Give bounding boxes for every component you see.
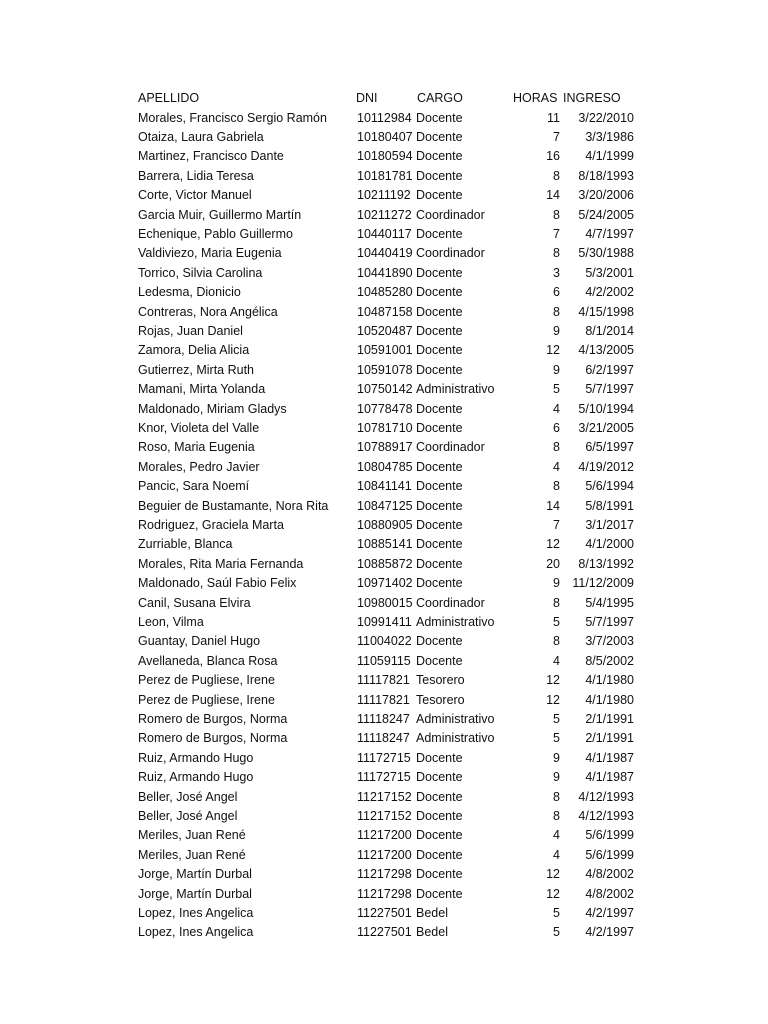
cell-dni: 10180407: [357, 129, 413, 144]
table-row: [0, 244, 768, 263]
table-row: [0, 225, 768, 244]
cell-apellido: Meriles, Juan René: [138, 847, 246, 862]
table-row: [0, 400, 768, 419]
cell-cargo: Docente: [416, 867, 463, 882]
cell-horas: 12: [546, 886, 560, 901]
cell-apellido: Perez de Pugliese, Irene: [138, 673, 275, 688]
cell-cargo: Docente: [416, 517, 463, 532]
cell-horas: 12: [546, 692, 560, 707]
cell-ingreso: 4/2/2002: [585, 285, 634, 300]
cell-ingreso: 4/8/2002: [585, 886, 634, 901]
cell-horas: 5: [553, 731, 560, 746]
cell-horas: 14: [546, 188, 560, 203]
cell-ingreso: 3/3/1986: [585, 129, 634, 144]
cell-dni: 11117821: [357, 673, 410, 688]
table-row: [0, 535, 768, 554]
cell-horas: 9: [553, 362, 560, 377]
cell-ingreso: 2/1/1991: [585, 731, 634, 746]
cell-apellido: Ruiz, Armando Hugo: [138, 770, 254, 785]
cell-ingreso: 11/12/2009: [572, 576, 634, 591]
table-header: [0, 89, 768, 108]
cell-apellido: Corte, Victor Manuel: [138, 188, 252, 203]
cell-apellido: Morales, Pedro Javier: [138, 459, 260, 474]
cell-dni: 10971402: [357, 576, 413, 591]
table-row: [0, 438, 768, 457]
cell-cargo: Docente: [416, 323, 463, 338]
cell-ingreso: 5/10/1994: [578, 401, 634, 416]
cell-dni: 10591001: [357, 343, 413, 358]
cell-horas: 8: [553, 634, 560, 649]
cell-dni: 11118247: [357, 711, 410, 726]
cell-cargo: Docente: [416, 188, 463, 203]
cell-cargo: Administrativo: [416, 731, 495, 746]
cell-cargo: Docente: [416, 808, 463, 823]
cell-apellido: Otaiza, Laura Gabriela: [138, 129, 264, 144]
cell-horas: 8: [553, 207, 560, 222]
cell-dni: 11217200: [357, 828, 412, 843]
cell-dni: 11059115: [357, 653, 411, 668]
cell-ingreso: 8/18/1993: [578, 168, 634, 183]
header-dni: DNI: [356, 91, 378, 105]
table-row: [0, 283, 768, 302]
table-row: [0, 264, 768, 283]
cell-horas: 4: [553, 828, 560, 843]
table-row: [0, 826, 768, 845]
cell-apellido: Perez de Pugliese, Irene: [138, 692, 275, 707]
cell-apellido: Gutierrez, Mirta Ruth: [138, 362, 255, 377]
cell-dni: 10487158: [357, 304, 413, 319]
cell-dni: 10841141: [357, 479, 412, 494]
cell-ingreso: 6/5/1997: [585, 440, 634, 455]
cell-cargo: Docente: [416, 401, 463, 416]
cell-apellido: Meriles, Juan René: [138, 828, 246, 843]
cell-apellido: Garcia Muir, Guillermo Martín: [138, 207, 302, 222]
cell-cargo: Coordinador: [416, 246, 485, 261]
cell-cargo: Docente: [416, 304, 463, 319]
cell-dni: 11217152: [357, 789, 412, 804]
cell-dni: 10440419: [357, 246, 413, 261]
cell-cargo: Docente: [416, 168, 463, 183]
cell-cargo: Docente: [416, 362, 463, 377]
cell-apellido: Rodriguez, Graciela Marta: [138, 517, 284, 532]
cell-dni: 11172715: [357, 750, 411, 765]
cell-dni: 10211272: [357, 207, 412, 222]
cell-apellido: Romero de Burgos, Norma: [138, 711, 288, 726]
table-row: [0, 497, 768, 516]
cell-ingreso: 8/1/2014: [585, 323, 634, 338]
cell-cargo: Docente: [416, 149, 463, 164]
cell-horas: 5: [553, 905, 560, 920]
table-row: [0, 380, 768, 399]
table-row: [0, 807, 768, 826]
table-row: [0, 574, 768, 593]
cell-cargo: Tesorero: [416, 692, 465, 707]
cell-cargo: Docente: [416, 556, 463, 571]
cell-horas: 6: [553, 285, 560, 300]
cell-apellido: Leon, Vilma: [138, 614, 204, 629]
cell-horas: 8: [553, 168, 560, 183]
cell-apellido: Beller, José Angel: [138, 808, 238, 823]
cell-cargo: Coordinador: [416, 207, 485, 222]
cell-dni: 11117821: [357, 692, 410, 707]
cell-horas: 12: [546, 537, 560, 552]
cell-ingreso: 4/12/1993: [578, 789, 634, 804]
cell-ingreso: 5/7/1997: [585, 614, 634, 629]
cell-apellido: Barrera, Lidia Teresa: [138, 168, 254, 183]
cell-ingreso: 4/1/1999: [585, 149, 634, 164]
cell-horas: 9: [553, 323, 560, 338]
cell-horas: 20: [546, 556, 560, 571]
cell-dni: 10181781: [357, 168, 413, 183]
table-row: [0, 128, 768, 147]
cell-cargo: Docente: [416, 847, 463, 862]
cell-dni: 10591078: [357, 362, 413, 377]
cell-ingreso: 5/4/1995: [585, 595, 634, 610]
cell-dni: 10112984: [357, 110, 412, 125]
cell-cargo: Docente: [416, 285, 463, 300]
cell-dni: 10991411: [357, 614, 412, 629]
cell-ingreso: 4/12/1993: [578, 808, 634, 823]
cell-dni: 11004022: [357, 634, 412, 649]
cell-horas: 12: [546, 343, 560, 358]
cell-apellido: Ruiz, Armando Hugo: [138, 750, 254, 765]
cell-horas: 5: [553, 711, 560, 726]
cell-ingreso: 3/7/2003: [585, 634, 634, 649]
table-row: [0, 167, 768, 186]
cell-ingreso: 3/20/2006: [578, 188, 634, 203]
cell-dni: 11217200: [357, 847, 412, 862]
cell-ingreso: 4/19/2012: [578, 459, 634, 474]
cell-cargo: Docente: [416, 750, 463, 765]
table-row: [0, 710, 768, 729]
cell-dni: 11217152: [357, 808, 412, 823]
cell-cargo: Docente: [416, 537, 463, 552]
cell-horas: 3: [553, 265, 560, 280]
cell-ingreso: 5/30/1988: [578, 246, 634, 261]
cell-horas: 12: [546, 867, 560, 882]
cell-ingreso: 3/22/2010: [578, 110, 634, 125]
cell-dni: 10980015: [357, 595, 413, 610]
cell-horas: 9: [553, 750, 560, 765]
table-row: [0, 303, 768, 322]
cell-cargo: Bedel: [416, 905, 448, 920]
cell-apellido: Pancic, Sara Noemí: [138, 479, 250, 494]
cell-apellido: Rojas, Juan Daniel: [138, 323, 243, 338]
cell-horas: 4: [553, 653, 560, 668]
cell-horas: 6: [553, 420, 560, 435]
cell-ingreso: 4/1/1980: [585, 692, 634, 707]
cell-ingreso: 3/1/2017: [585, 517, 634, 532]
table-row: [0, 186, 768, 205]
table-row: [0, 788, 768, 807]
cell-ingreso: 5/3/2001: [585, 265, 634, 280]
table-row: [0, 555, 768, 574]
table-row: [0, 206, 768, 225]
cell-ingreso: 6/2/1997: [585, 362, 634, 377]
cell-dni: 10885141: [357, 537, 413, 552]
cell-apellido: Ledesma, Dionicio: [138, 285, 241, 300]
table-row: [0, 923, 768, 942]
cell-apellido: Torrico, Silvia Carolina: [138, 265, 263, 280]
cell-cargo: Docente: [416, 420, 463, 435]
cell-horas: 8: [553, 246, 560, 261]
cell-ingreso: 5/6/1994: [585, 479, 634, 494]
cell-ingreso: 5/7/1997: [585, 382, 634, 397]
cell-cargo: Docente: [416, 459, 463, 474]
cell-cargo: Docente: [416, 789, 463, 804]
cell-dni: 11118247: [357, 731, 410, 746]
cell-apellido: Beguier de Bustamante, Nora Rita: [138, 498, 329, 513]
cell-apellido: Knor, Violeta del Valle: [138, 420, 260, 435]
table-row: [0, 749, 768, 768]
cell-apellido: Canil, Susana Elvira: [138, 595, 251, 610]
cell-cargo: Tesorero: [416, 673, 465, 688]
cell-ingreso: 4/1/1987: [585, 770, 634, 785]
cell-dni: 10440117: [357, 226, 412, 241]
table-row: [0, 109, 768, 128]
cell-apellido: Morales, Francisco Sergio Ramón: [138, 110, 327, 125]
table-row: [0, 768, 768, 787]
cell-horas: 7: [553, 517, 560, 532]
table-row: [0, 341, 768, 360]
cell-ingreso: 5/6/1999: [585, 828, 634, 843]
cell-horas: 5: [553, 614, 560, 629]
cell-cargo: Docente: [416, 576, 463, 591]
cell-dni: 10788917: [357, 440, 413, 455]
cell-cargo: Docente: [416, 110, 463, 125]
cell-horas: 16: [546, 149, 560, 164]
cell-apellido: Mamani, Mirta Yolanda: [138, 382, 266, 397]
cell-apellido: Jorge, Martín Durbal: [138, 886, 252, 901]
table-row: [0, 904, 768, 923]
cell-cargo: Docente: [416, 770, 463, 785]
table-row: [0, 594, 768, 613]
cell-horas: 7: [553, 129, 560, 144]
cell-apellido: Morales, Rita Maria Fernanda: [138, 556, 304, 571]
cell-dni: 10804785: [357, 459, 413, 474]
cell-cargo: Docente: [416, 129, 463, 144]
cell-apellido: Guantay, Daniel Hugo: [138, 634, 261, 649]
cell-horas: 8: [553, 440, 560, 455]
cell-apellido: Martinez, Francisco Dante: [138, 149, 284, 164]
cell-cargo: Docente: [416, 498, 463, 513]
cell-dni: 10885872: [357, 556, 413, 571]
cell-ingreso: 5/8/1991: [585, 498, 634, 513]
table-row: [0, 729, 768, 748]
cell-cargo: Docente: [416, 634, 463, 649]
cell-cargo: Administrativo: [416, 382, 495, 397]
cell-horas: 5: [553, 382, 560, 397]
cell-horas: 8: [553, 789, 560, 804]
table-row: [0, 613, 768, 632]
cell-cargo: Coordinador: [416, 440, 485, 455]
cell-horas: 8: [553, 595, 560, 610]
table-row: [0, 458, 768, 477]
cell-cargo: Coordinador: [416, 595, 485, 610]
cell-ingreso: 4/2/1997: [585, 905, 634, 920]
table-row: [0, 865, 768, 884]
cell-cargo: Docente: [416, 226, 463, 241]
cell-apellido: Jorge, Martín Durbal: [138, 867, 252, 882]
cell-dni: 10750142: [357, 382, 413, 397]
cell-ingreso: 8/5/2002: [585, 653, 634, 668]
cell-horas: 11: [547, 110, 560, 125]
cell-dni: 11172715: [357, 770, 411, 785]
cell-ingreso: 5/6/1999: [585, 847, 634, 862]
cell-cargo: Docente: [416, 653, 463, 668]
cell-ingreso: 5/24/2005: [578, 207, 634, 222]
table-row: [0, 477, 768, 496]
table-row: [0, 322, 768, 341]
cell-apellido: Lopez, Ines Angelica: [138, 905, 254, 920]
cell-ingreso: 4/1/1987: [585, 750, 634, 765]
cell-dni: 11217298: [357, 886, 412, 901]
cell-dni: 11227501: [357, 925, 412, 940]
cell-cargo: Bedel: [416, 925, 448, 940]
cell-apellido: Valdiviezo, Maria Eugenia: [138, 246, 282, 261]
cell-horas: 14: [546, 498, 560, 513]
cell-dni: 10485280: [357, 285, 413, 300]
cell-dni: 10880905: [357, 517, 413, 532]
cell-dni: 10211192: [357, 188, 411, 203]
cell-ingreso: 4/1/1980: [585, 673, 634, 688]
cell-apellido: Maldonado, Miriam Gladys: [138, 401, 287, 416]
cell-horas: 7: [553, 226, 560, 241]
table-row: [0, 361, 768, 380]
cell-ingreso: 4/13/2005: [578, 343, 634, 358]
header-horas: HORAS: [513, 91, 558, 105]
cell-apellido: Zurriable, Blanca: [138, 537, 233, 552]
cell-apellido: Maldonado, Saúl Fabio Felix: [138, 576, 297, 591]
cell-apellido: Contreras, Nora Angélica: [138, 304, 278, 319]
cell-ingreso: 4/1/2000: [585, 537, 634, 552]
table-row: [0, 516, 768, 535]
table-row: [0, 691, 768, 710]
cell-ingreso: 4/8/2002: [585, 867, 634, 882]
cell-ingreso: 4/7/1997: [585, 226, 634, 241]
cell-cargo: Docente: [416, 343, 463, 358]
cell-horas: 8: [553, 479, 560, 494]
cell-cargo: Docente: [416, 479, 463, 494]
cell-dni: 11217298: [357, 867, 412, 882]
cell-dni: 10847125: [357, 498, 413, 513]
table-row: [0, 419, 768, 438]
cell-dni: 10781710: [357, 420, 413, 435]
cell-ingreso: 4/15/1998: [578, 304, 634, 319]
cell-cargo: Docente: [416, 265, 463, 280]
table-row: [0, 147, 768, 166]
table-row: [0, 671, 768, 690]
cell-dni: 10778478: [357, 401, 413, 416]
cell-cargo: Docente: [416, 828, 463, 843]
table-row: [0, 652, 768, 671]
cell-horas: 8: [553, 808, 560, 823]
table-row: [0, 885, 768, 904]
cell-horas: 9: [553, 770, 560, 785]
cell-dni: 11227501: [357, 905, 412, 920]
cell-horas: 4: [553, 401, 560, 416]
cell-apellido: Lopez, Ines Angelica: [138, 925, 254, 940]
cell-cargo: Administrativo: [416, 711, 495, 726]
cell-dni: 10520487: [357, 323, 413, 338]
cell-horas: 4: [553, 459, 560, 474]
cell-ingreso: 4/2/1997: [585, 925, 634, 940]
header-apellido: APELLIDO: [138, 91, 200, 105]
cell-horas: 9: [553, 576, 560, 591]
cell-apellido: Avellaneda, Blanca Rosa: [138, 653, 278, 668]
cell-horas: 5: [553, 925, 560, 940]
cell-ingreso: 3/21/2005: [578, 420, 634, 435]
cell-horas: 8: [553, 304, 560, 319]
cell-apellido: Echenique, Pablo Guillermo: [138, 226, 293, 241]
cell-apellido: Zamora, Delia Alicia: [138, 343, 250, 358]
cell-ingreso: 8/13/1992: [578, 556, 634, 571]
cell-cargo: Administrativo: [416, 614, 495, 629]
cell-cargo: Docente: [416, 886, 463, 901]
header-ingreso: INGRESO: [563, 91, 621, 105]
cell-horas: 4: [553, 847, 560, 862]
header-cargo: CARGO: [417, 91, 463, 105]
cell-apellido: Beller, José Angel: [138, 789, 238, 804]
cell-ingreso: 2/1/1991: [585, 711, 634, 726]
table-row: [0, 632, 768, 651]
cell-dni: 10441890: [357, 265, 413, 280]
cell-apellido: Romero de Burgos, Norma: [138, 731, 288, 746]
cell-horas: 12: [546, 673, 560, 688]
cell-apellido: Roso, Maria Eugenia: [138, 440, 255, 455]
table-row: [0, 846, 768, 865]
cell-dni: 10180594: [357, 149, 413, 164]
